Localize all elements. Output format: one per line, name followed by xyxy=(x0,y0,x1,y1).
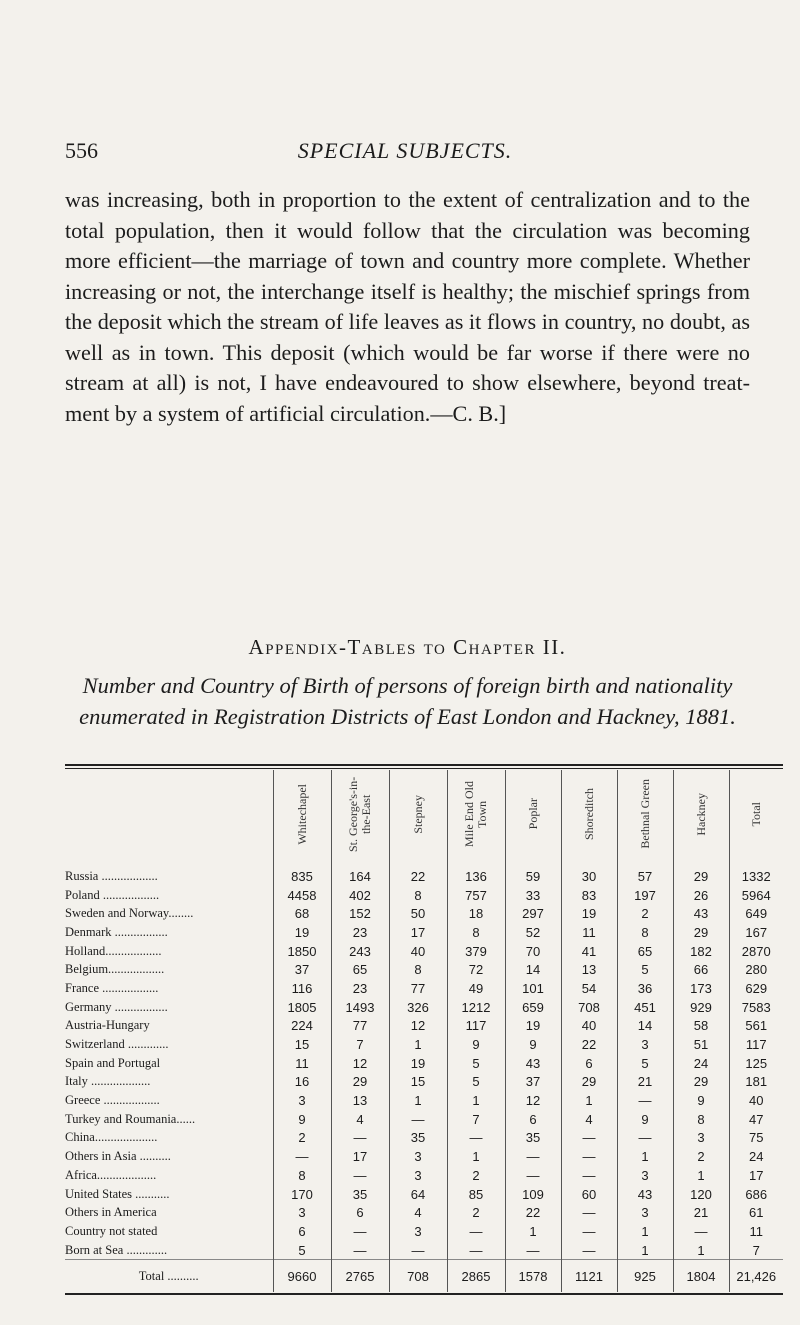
table-cell: 1 xyxy=(447,1091,505,1110)
column-header xyxy=(505,770,561,861)
table-cell: 835 xyxy=(273,861,331,886)
table-cell: — xyxy=(389,1241,447,1260)
table-cell: 181 xyxy=(729,1073,783,1092)
table-cell: 1805 xyxy=(273,998,331,1017)
table-cell: 167 xyxy=(729,923,783,942)
table-cell: 152 xyxy=(331,904,389,923)
table-cell: 5 xyxy=(273,1241,331,1260)
table-cell: 60 xyxy=(561,1185,617,1204)
row-label: Sweden and Norway........ xyxy=(65,906,194,921)
table-row xyxy=(65,960,783,979)
table-cell: 65 xyxy=(617,942,673,961)
table-row xyxy=(65,1091,783,1110)
table-cell: 379 xyxy=(447,942,505,961)
column-header xyxy=(273,770,331,861)
table-cell: 85 xyxy=(447,1185,505,1204)
table-bottom-rule xyxy=(65,1293,783,1295)
table-cell: 41 xyxy=(561,942,617,961)
column-header-label: St. George's-in-the-East xyxy=(346,776,373,852)
table-cell: 21 xyxy=(617,1073,673,1092)
table-cell: 117 xyxy=(729,1035,783,1054)
table-cell: 8 xyxy=(389,960,447,979)
table-cell: 3 xyxy=(389,1222,447,1241)
table-cell: 49 xyxy=(447,979,505,998)
table-cell: 4458 xyxy=(273,886,331,905)
table-cell: 23 xyxy=(331,979,389,998)
table-cell: 9 xyxy=(505,1035,561,1054)
table-cell: 22 xyxy=(389,861,447,886)
table-cell: 47 xyxy=(729,1110,783,1129)
table-cell: 3 xyxy=(273,1091,331,1110)
row-label: United States ........... xyxy=(65,1186,170,1201)
table-cell: 1332 xyxy=(729,861,783,886)
header-label-cell xyxy=(65,770,273,861)
table-row xyxy=(65,1241,783,1260)
row-label: Austria-Hungary xyxy=(65,1018,150,1033)
column-header xyxy=(561,770,617,861)
table-cell: — xyxy=(561,1166,617,1185)
table-cell: 9 xyxy=(673,1091,729,1110)
table-cell: 136 xyxy=(447,861,505,886)
row-label: Greece .................. xyxy=(65,1093,160,1108)
table-cell: 21 xyxy=(673,1203,729,1222)
column-header xyxy=(729,770,783,861)
row-label: Germany ................. xyxy=(65,999,168,1014)
column-header xyxy=(447,770,505,861)
table-cell: 12 xyxy=(505,1091,561,1110)
table-cell: 58 xyxy=(673,1017,729,1036)
table-cell: 3 xyxy=(273,1203,331,1222)
table-row xyxy=(65,886,783,905)
table-header-row xyxy=(65,770,783,861)
row-label: Russia .................. xyxy=(65,868,158,883)
table-cell: 19 xyxy=(505,1017,561,1036)
table-cell: 26 xyxy=(673,886,729,905)
table-row xyxy=(65,1054,783,1073)
table-cell: 4 xyxy=(389,1203,447,1222)
table-cell: 12 xyxy=(389,1017,447,1036)
table-cell: 4 xyxy=(331,1110,389,1129)
table-cell: 1 xyxy=(505,1222,561,1241)
table-cell: 52 xyxy=(505,923,561,942)
table-cell: 35 xyxy=(331,1185,389,1204)
table-cell: 8 xyxy=(273,1166,331,1185)
running-title: SPECIAL SUBJECTS. xyxy=(297,138,513,163)
table-row xyxy=(65,1129,783,1148)
table-cell: 37 xyxy=(273,960,331,979)
table-cell: 3 xyxy=(673,1129,729,1148)
table-cell: 3 xyxy=(389,1147,447,1166)
column-header-label: Hackney xyxy=(693,792,708,836)
table-cell: 925 xyxy=(617,1260,673,1293)
table-cell: 21,426 xyxy=(729,1260,783,1293)
table-cell: 629 xyxy=(729,979,783,998)
table-cell: 7 xyxy=(331,1035,389,1054)
table-cell: 50 xyxy=(389,904,447,923)
table-cell: 1493 xyxy=(331,998,389,1017)
table-cell: 18 xyxy=(447,904,505,923)
table-cell: 35 xyxy=(505,1129,561,1148)
table-cell: 1121 xyxy=(561,1260,617,1293)
table-cell: 561 xyxy=(729,1017,783,1036)
table-cell: 77 xyxy=(331,1017,389,1036)
table-cell: 1 xyxy=(673,1241,729,1260)
table-cell: 36 xyxy=(617,979,673,998)
table-cell: 402 xyxy=(331,886,389,905)
table-cell: 125 xyxy=(729,1054,783,1073)
table-cell: 75 xyxy=(729,1129,783,1148)
table-row xyxy=(65,904,783,923)
table-cell: — xyxy=(447,1241,505,1260)
table-cell: 15 xyxy=(273,1035,331,1054)
table-cell: 70 xyxy=(505,942,561,961)
table-cell: 116 xyxy=(273,979,331,998)
table-cell: 33 xyxy=(505,886,561,905)
table-cell: 1804 xyxy=(673,1260,729,1293)
table-row xyxy=(65,1017,783,1036)
table-cell: 224 xyxy=(273,1017,331,1036)
column-header-label: Whitechapel xyxy=(294,783,309,845)
table-cell: 1578 xyxy=(505,1260,561,1293)
table-cell: 3 xyxy=(617,1166,673,1185)
row-label: China.................... xyxy=(65,1130,158,1145)
table-cell: 66 xyxy=(673,960,729,979)
table-cell: 1 xyxy=(447,1147,505,1166)
table-row xyxy=(65,1166,783,1185)
page-header xyxy=(65,138,745,168)
table-cell: 61 xyxy=(729,1203,783,1222)
table-cell: 6 xyxy=(561,1054,617,1073)
table-cell: 326 xyxy=(389,998,447,1017)
table-cell: 1 xyxy=(617,1147,673,1166)
row-label: Country not stated xyxy=(65,1223,158,1238)
row-label: Turkey and Roumania...... xyxy=(65,1111,196,1126)
column-header xyxy=(389,770,447,861)
table-cell: 3 xyxy=(389,1166,447,1185)
table-cell: — xyxy=(331,1166,389,1185)
table-cell: 43 xyxy=(505,1054,561,1073)
table-cell: 8 xyxy=(447,923,505,942)
table-row xyxy=(65,1185,783,1204)
table-cell: 17 xyxy=(729,1166,783,1185)
table-cell: 22 xyxy=(505,1203,561,1222)
table-cell: 2 xyxy=(673,1147,729,1166)
column-header-label: Mile End Old Town xyxy=(462,781,489,847)
table-row xyxy=(65,998,783,1017)
table-cell: 64 xyxy=(389,1185,447,1204)
table-cell: 2 xyxy=(447,1203,505,1222)
table-cell: 659 xyxy=(505,998,561,1017)
table-cell: 37 xyxy=(505,1073,561,1092)
table-cell: — xyxy=(617,1091,673,1110)
table-cell: 2765 xyxy=(331,1260,389,1293)
table-cell: 24 xyxy=(673,1054,729,1073)
table-cell: 5 xyxy=(447,1073,505,1092)
table-cell: 1850 xyxy=(273,942,331,961)
table-cell: — xyxy=(561,1147,617,1166)
table-cell: 649 xyxy=(729,904,783,923)
table-cell: 17 xyxy=(389,923,447,942)
table-cell: 686 xyxy=(729,1185,783,1204)
table-cell: 40 xyxy=(561,1017,617,1036)
table-cell: 1 xyxy=(561,1091,617,1110)
table-cell: 5 xyxy=(617,960,673,979)
table-cell: 22 xyxy=(561,1035,617,1054)
column-header-label: Total xyxy=(748,801,763,827)
table-cell: 164 xyxy=(331,861,389,886)
column-header-label: Stepney xyxy=(410,794,425,834)
appendix-title: Appendix-Tables to Chapter II. xyxy=(248,635,567,659)
table-cell: 13 xyxy=(331,1091,389,1110)
table-cell: 16 xyxy=(273,1073,331,1092)
table-cell: — xyxy=(673,1222,729,1241)
table-cell: 14 xyxy=(617,1017,673,1036)
table-cell: 9 xyxy=(617,1110,673,1129)
table-cell: 43 xyxy=(673,904,729,923)
row-label: Others in America xyxy=(65,1205,157,1220)
table-cell: 1212 xyxy=(447,998,505,1017)
table-cell: 5964 xyxy=(729,886,783,905)
table-cell: 5 xyxy=(617,1054,673,1073)
table-cell: 11 xyxy=(561,923,617,942)
table-cell: 43 xyxy=(617,1185,673,1204)
table-cell: 9660 xyxy=(273,1260,331,1293)
table-cell: 3 xyxy=(617,1035,673,1054)
table-cell: 280 xyxy=(729,960,783,979)
table-top-rule-thin xyxy=(65,768,783,769)
table-cell: 65 xyxy=(331,960,389,979)
table-cell: 1 xyxy=(617,1222,673,1241)
table-cell: 11 xyxy=(273,1054,331,1073)
table-cell: 29 xyxy=(673,1073,729,1092)
table-cell: 23 xyxy=(331,923,389,942)
table-cell: 12 xyxy=(331,1054,389,1073)
table-cell: 19 xyxy=(389,1054,447,1073)
table-cell: 14 xyxy=(505,960,561,979)
table-cell: 29 xyxy=(673,861,729,886)
table-cell: — xyxy=(561,1241,617,1260)
row-label: Born at Sea ............. xyxy=(65,1242,168,1257)
table-cell: — xyxy=(389,1110,447,1129)
table-cell: 24 xyxy=(729,1147,783,1166)
table-cell: 77 xyxy=(389,979,447,998)
table-cell: 2865 xyxy=(447,1260,505,1293)
table-cell: 8 xyxy=(389,886,447,905)
table-cell: 109 xyxy=(505,1185,561,1204)
table-cell: 3 xyxy=(617,1203,673,1222)
table-cell: 6 xyxy=(273,1222,331,1241)
table-cell: — xyxy=(505,1147,561,1166)
column-header xyxy=(673,770,729,861)
table-cell: 8 xyxy=(673,1110,729,1129)
table-cell: 19 xyxy=(273,923,331,942)
table-cell: 54 xyxy=(561,979,617,998)
table-cell: 708 xyxy=(561,998,617,1017)
row-label: Holland.................. xyxy=(65,943,162,958)
table-cell: 19 xyxy=(561,904,617,923)
table-cell: 4 xyxy=(561,1110,617,1129)
table-cell: 297 xyxy=(505,904,561,923)
table-cell: 40 xyxy=(729,1091,783,1110)
table-row xyxy=(65,861,783,886)
table-cell: 51 xyxy=(673,1035,729,1054)
table-cell: 1 xyxy=(389,1035,447,1054)
table-cell: — xyxy=(447,1222,505,1241)
column-header xyxy=(617,770,673,861)
column-header-label: Poplar xyxy=(525,798,540,830)
row-label: Belgium.................. xyxy=(65,962,165,977)
table-cell: 197 xyxy=(617,886,673,905)
table-cell: 5 xyxy=(447,1054,505,1073)
row-label: Others in Asia .......... xyxy=(65,1149,171,1164)
table-cell: — xyxy=(447,1129,505,1148)
table-cell: 2 xyxy=(273,1129,331,1148)
table-cell: 57 xyxy=(617,861,673,886)
row-label: Denmark ................. xyxy=(65,924,168,939)
row-label: Switzerland ............. xyxy=(65,1037,169,1052)
table-row xyxy=(65,979,783,998)
table-cell: 9 xyxy=(273,1110,331,1129)
table-cell: 451 xyxy=(617,998,673,1017)
row-label: Italy ................... xyxy=(65,1074,151,1089)
row-label: Africa................... xyxy=(65,1167,157,1182)
table-cell: — xyxy=(331,1129,389,1148)
table-body xyxy=(65,861,783,1292)
table-cell: 757 xyxy=(447,886,505,905)
table-cell: 30 xyxy=(561,861,617,886)
table-cell: 40 xyxy=(389,942,447,961)
table-cell: 6 xyxy=(331,1203,389,1222)
foreign-birth-table xyxy=(65,770,783,1292)
total-row xyxy=(65,1260,783,1293)
table-row xyxy=(65,1035,783,1054)
table-cell: — xyxy=(561,1203,617,1222)
table-cell: 1 xyxy=(673,1166,729,1185)
table-cell: — xyxy=(505,1241,561,1260)
table-cell: 6 xyxy=(505,1110,561,1129)
table-cell: 7 xyxy=(729,1241,783,1260)
column-header-label: Shoreditch xyxy=(581,788,596,840)
table-cell: 117 xyxy=(447,1017,505,1036)
table-cell: 35 xyxy=(389,1129,447,1148)
table-cell: 708 xyxy=(389,1260,447,1293)
column-header xyxy=(331,770,389,861)
table-row xyxy=(65,942,783,961)
table-row xyxy=(65,923,783,942)
column-header-label: Bethnal Green xyxy=(637,779,652,849)
table-cell: 72 xyxy=(447,960,505,979)
table-cell: 29 xyxy=(561,1073,617,1092)
table-cell: 68 xyxy=(273,904,331,923)
table-cell: 15 xyxy=(389,1073,447,1092)
table-cell: 2870 xyxy=(729,942,783,961)
table-cell: — xyxy=(505,1166,561,1185)
table-row xyxy=(65,1203,783,1222)
table-cell: 7583 xyxy=(729,998,783,1017)
table-cell: 7 xyxy=(447,1110,505,1129)
table-caption: Number and Country of Birth of persons of foreign birth and nationality enumerated in Registration Districts of East London and Hackney, 1881. xyxy=(79,673,736,729)
table-row xyxy=(65,1073,783,1092)
table-cell: 173 xyxy=(673,979,729,998)
row-label: Spain and Portugal xyxy=(65,1055,161,1070)
table-cell: 83 xyxy=(561,886,617,905)
body-paragraph: was increasing, both in proportion to the extent of centralization and to the total population, then it would follow that the circulation was becoming more efficient—the marriage of town and country more complete. Whether increasing or not, the interchange itself is healthy; the mischief springs from the deposit which the stream of life leaves as it flows in country, no doubt, as well as in town. This deposit (which would be far worse if there were no stream at all) is not, I have endeavoured to show elsewhere, beyond treatment by a system of artificial circulation.—C. B.] xyxy=(65,187,750,426)
table-row xyxy=(65,1110,783,1129)
table-cell: 29 xyxy=(331,1073,389,1092)
table-cell: — xyxy=(273,1147,331,1166)
table-row xyxy=(65,1147,783,1166)
table-cell: 1 xyxy=(389,1091,447,1110)
row-label: Total .......... xyxy=(65,1260,273,1293)
table-cell: — xyxy=(617,1129,673,1148)
table-cell: 59 xyxy=(505,861,561,886)
table-cell: 101 xyxy=(505,979,561,998)
table-cell: 8 xyxy=(617,923,673,942)
table-cell: 1 xyxy=(617,1241,673,1260)
table-top-rule xyxy=(65,764,783,766)
table-cell: 2 xyxy=(447,1166,505,1185)
table-cell: 2 xyxy=(617,904,673,923)
table-cell: — xyxy=(561,1222,617,1241)
table-cell: 120 xyxy=(673,1185,729,1204)
table-cell: — xyxy=(331,1241,389,1260)
table-cell: 170 xyxy=(273,1185,331,1204)
table-cell: — xyxy=(561,1129,617,1148)
table-cell: 243 xyxy=(331,942,389,961)
table-cell: 13 xyxy=(561,960,617,979)
table-cell: — xyxy=(331,1222,389,1241)
table-cell: 182 xyxy=(673,942,729,961)
table-cell: 9 xyxy=(447,1035,505,1054)
page-number: 556 xyxy=(65,138,98,163)
table-cell: 17 xyxy=(331,1147,389,1166)
table-cell: 11 xyxy=(729,1222,783,1241)
table-cell: 929 xyxy=(673,998,729,1017)
row-label: Poland .................. xyxy=(65,887,160,902)
table-cell: 29 xyxy=(673,923,729,942)
table-row xyxy=(65,1222,783,1241)
row-label: France .................. xyxy=(65,980,159,995)
